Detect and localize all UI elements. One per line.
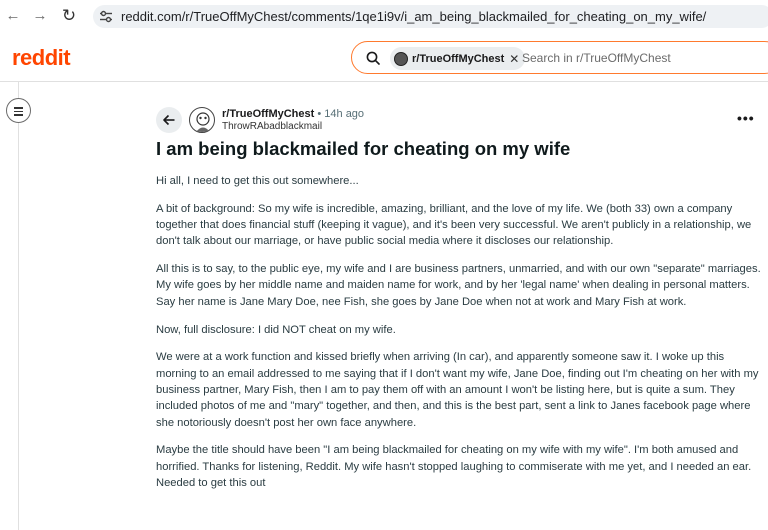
subreddit-icon bbox=[190, 108, 215, 133]
post-paragraph: Hi all, I need to get this out somewhere... bbox=[156, 175, 359, 187]
address-bar[interactable] bbox=[93, 5, 768, 28]
site-settings-icon[interactable] bbox=[99, 10, 113, 23]
reddit-logo[interactable]: reddit bbox=[12, 45, 71, 70]
post-paragraph: Maybe the title should have been "I am being blackmailed for cheating on my wife with my wife". I'm both amused and horrified. Thanks for listening, Reddit. My wife hasn't stopped laughing to commiserate with me yet, and I needed an ear. Needed to get this out bbox=[156, 444, 752, 489]
post-paragraph: Now, full disclosure: I did NOT cheat on my wife. bbox=[156, 323, 396, 336]
search-icon bbox=[366, 51, 380, 65]
chip-label: r/TrueOffMyChest bbox=[412, 52, 505, 65]
subreddit-chip-avatar bbox=[394, 52, 408, 66]
more-options-icon[interactable]: ••• bbox=[737, 110, 755, 126]
arrow-left-icon bbox=[162, 113, 176, 127]
browser-back-button[interactable]: ← bbox=[5, 7, 21, 24]
post-body bbox=[156, 173, 762, 503]
post-title: I am being blackmailed for cheating on my wife bbox=[156, 138, 571, 159]
site-header bbox=[0, 33, 768, 82]
post-meta bbox=[222, 108, 364, 120]
subreddit-search-chip[interactable] bbox=[390, 47, 525, 70]
back-button[interactable] bbox=[156, 107, 182, 133]
subreddit-avatar[interactable] bbox=[189, 107, 215, 133]
post-paragraph: All this is to say, to the public eye, my wife and I are business partners, unmarried, and with our own "separate" marriages. My wife goes by her middle name and maiden name for work, and by her 'legal name' when dealing in personal matters. Say her name is Jane Mary Doe, nee Fish, she goes by Jane Doe when not at work and Mary Fish at work. bbox=[156, 263, 761, 308]
left-sidebar-rail bbox=[0, 82, 19, 530]
subreddit-link[interactable]: r/TrueOffMyChest bbox=[222, 108, 315, 120]
url-text[interactable]: reddit.com/r/TrueOffMyChest/comments/1qe1i9v/i_am_being_blackmailed_for_cheating_on_my_wife/ bbox=[121, 9, 707, 24]
post-paragraph: We were at a work function and kissed briefly when arriving (In car), and apparently someone saw it. I woke up this morning to an email addressed to me saying that if I don't want my wife, Jane Doe, finding out I'm cheating on her with my business partner, Mary Fish, then I am to pay them off with an amount I won't be listing here, but is quite a sum. They included photos of me and "mary" together, and then, and this is the best part, sent a link to Janes facebook page where she notoriously doesn't post her own face anywhere. bbox=[156, 351, 759, 429]
author-link[interactable]: ThrowRAbadblackmail bbox=[222, 121, 323, 132]
search-bar[interactable] bbox=[351, 41, 768, 74]
meta-separator: • bbox=[317, 108, 322, 120]
expand-navigation-button[interactable] bbox=[6, 98, 31, 123]
search-input[interactable]: Search in r/TrueOffMyChest bbox=[522, 51, 671, 65]
browser-forward-button[interactable]: → bbox=[32, 7, 48, 24]
browser-reload-button[interactable]: ↻ bbox=[61, 6, 77, 25]
close-icon[interactable]: ✕ bbox=[509, 51, 520, 66]
browser-toolbar bbox=[0, 0, 768, 33]
post-age: 14h ago bbox=[324, 108, 365, 120]
post-paragraph: A bit of background: So my wife is incredible, amazing, brilliant, and the love of my life. We (both 33) own a company together that does financial stuff (keeping it vague), and it's been very successful. We aren't publicly in a relationship, we don't talk about our marriage, or have public social media where it discloses our relationship. bbox=[156, 202, 752, 248]
